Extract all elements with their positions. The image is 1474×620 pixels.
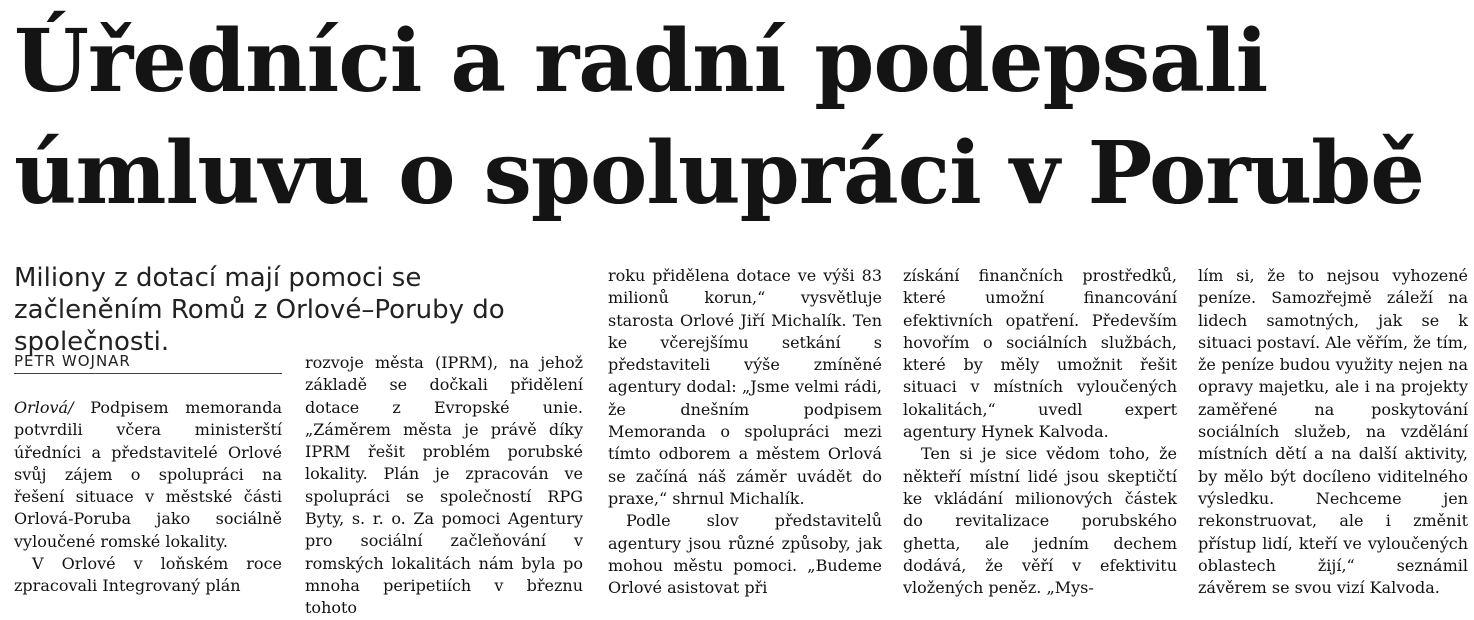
dateline-place: Orlová/ xyxy=(14,398,74,417)
paragraph-text: Podpisem memoranda potvrdili včera ministerští úředníci a představitelé Orlové svůj zájem o spolupráci na řešení situace v městské části Orlová-Poruba jako sociálně vyloučené romské lokality. xyxy=(14,398,282,551)
article-column-2 xyxy=(305,352,583,620)
headline xyxy=(14,6,1470,230)
paragraph: Ten si je sice vědom toho, že někteří místní lidé jsou skeptičtí ke vkládání milionových částek do revitalizace porubského ghetta, ale jedním dechem dodává, že věří v efektivitu vložených peněz. „Mys- xyxy=(903,444,1177,598)
paragraph: V Orlové v loňském roce zpracovali Integrovaný plán xyxy=(14,554,282,596)
article-column-5 xyxy=(1198,265,1468,599)
article-column-3 xyxy=(608,265,882,599)
paragraph: získání finančních prostředků, které umožní financování efektivních opatření. Především hovořím o sociálních službách, které by měly umožnit řešit situaci v místních vyloučených lokalitách,“ uvedl expert agentury Hynek Kalvoda. xyxy=(903,266,1177,442)
byline: PETR WOJNAR xyxy=(14,352,282,374)
article-column-4 xyxy=(903,265,1177,599)
paragraph xyxy=(14,397,282,553)
headline-line-1: Úředníci a radní podepsali xyxy=(14,11,1268,112)
subtitle: Miliony z dotací mají pomoci se začleněním Romů z Orlové–Poruby do společnosti. xyxy=(14,263,505,357)
paragraph: lím si, že to nejsou vyhozené peníze. Samozřejmě záleží na lidech samotných, jak se k situaci postaví. Ale věřím, že tím, že peníze budou využity nejen na opravy majetku, ale i na projekty zaměřené na poskytování sociálních služeb, na vzdělání místních dětí a na další aktivity, by mělo být docíleno viditelného výsledku. Nechceme jen rekonstruovat, ale i změnit přístup lidí, kteří ve vyloučených oblastech žijí,“ seznámil závěrem se svou vizí Kalvoda. xyxy=(1198,266,1468,598)
paragraph: roku přidělena dotace ve výši 83 milionů korun,“ vysvětluje starosta Orlové Jiří Michalík. Ten ke včerejšímu setkání s představiteli výše zmíněné agentury dodal: „Jsme velmi rádi, že dnešním podpisem Memoranda o spolupráci mezi tímto odborem a městem Orlová se začíná náš záměr uvádět do praxe,“ shrnul Michalík. xyxy=(608,266,882,508)
headline-line-2: úmluvu o spolupráci v Porubě xyxy=(14,123,1425,224)
paragraph: rozvoje města (IPRM), na jehož základě se dočkali přidělení dotace z Evropské unie. „Záměrem města je právě díky IPRM řešit problém porubské lokality. Plán je zpracován ve spolupráci se společností RPG Byty, s. r. o. Za pomoci Agentury pro sociální začleňování v romských lokalitách nám byla po mnoha peripetiích v březnu tohoto xyxy=(305,353,583,618)
article-column-1 xyxy=(14,397,282,598)
paragraph: Podle slov představitelů agentury jsou různé způsoby, jak mohou městu pomoci. „Budeme Orlové asistovat při xyxy=(608,511,882,598)
